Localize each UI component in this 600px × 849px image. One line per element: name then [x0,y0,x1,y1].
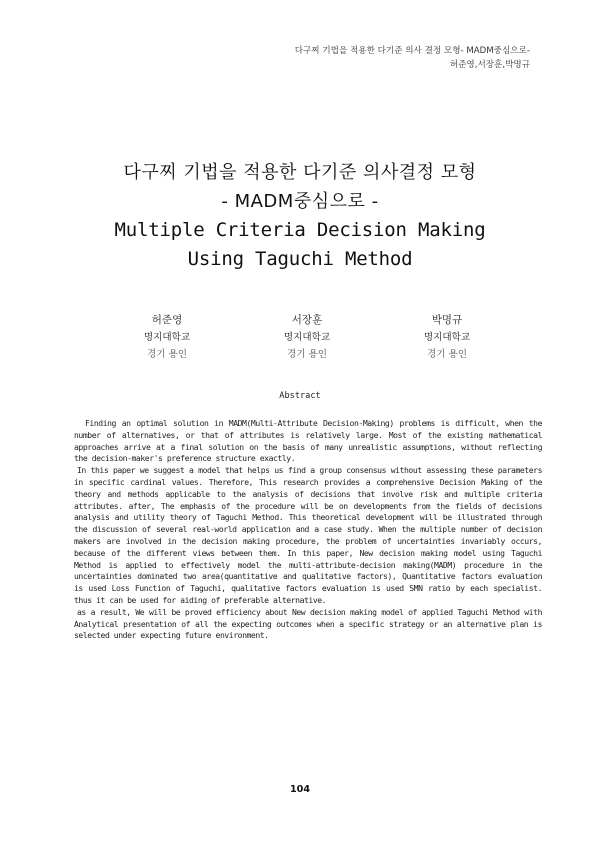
author-name: 박명규 [431,314,463,326]
author-1 [112,312,222,363]
title-korean-main: 다구찌 기법을 적용한 다기준 의사결정 모형 [123,162,477,183]
author-2 [252,312,362,363]
abstract-body [74,418,542,642]
running-head [200,44,530,72]
author-affiliation: 명지대학교 [423,332,471,343]
author-location: 경기 용인 [146,349,188,360]
author-affiliation: 명지대학교 [283,332,331,343]
paper-title [60,158,540,274]
author-affiliation: 명지대학교 [143,332,191,343]
author-list [112,312,502,363]
title-english-line1: Multiple Criteria Decision Making [114,219,486,241]
abstract-heading: Abstract [279,391,321,401]
abstract-paragraph-3: as a result, We will be proved efficiency about New decision making model of applied Taguchi Method with Analytical presentation of all the expecting outcomes when a specific strategy or an alternative plan is selected under expecting future environment. [74,606,542,641]
page-number: 104 [289,784,311,795]
author-3 [392,312,502,363]
author-location: 경기 용인 [286,349,328,360]
title-korean-sub: - MADM중심으로 - [221,191,379,212]
author-name: 허준영 [151,314,183,326]
running-head-title: 다구찌 기법을 적용한 다기준 의사 결정 모형- MADM중심으로- [294,46,530,56]
abstract-paragraph-1: Finding an optimal solution in MADM(Multi-Attribute Decision-Making) problems is difficult, when the number of alternatives, or that of attributes is relatively large. Most of the existing mathematical approaches arrive at a final solution on the basis of many unrealistic assumptions, without reflecting the decision-maker's preference structure exactly. [74,418,542,464]
title-english-line2: Using Taguchi Method [187,248,413,270]
running-head-authors: 허준영,서장훈,박명규 [449,60,530,70]
author-name: 서장훈 [291,314,323,326]
abstract-paragraph-2: In this paper we suggest a model that helps us find a group consensus without assessing these parameters in specific cardinal values. Therefore, This research provides a comprehensive Decision Making of the theory and methods applicable to the analysis of decisions that involve risk and multiple criteria attributes. after, The emphasis of the procedure will be on developments from the fields of decisions analysis and utility theory of Taguchi Method. This theoretical development will be illustrated through the discussion of several real-world application and a case study. When the multiple number of decision makers are involved in the decision making procedure, the problem of uncertainties invariably occurs, because of the different views between them. In this paper, New decision making model using Taguchi Method is applied to effectively model the multi-attribute-decision making(MADM) procedure in the uncertainties dominated two area(quantitative and qualitative factors), Quantitative factors evaluation is used Loss Function of Taguchi, qualitative factors evaluation is used SMN ratio by each specialist. thus it can be used for aiding of preferable alternative. [74,465,542,605]
author-location: 경기 용인 [426,349,468,360]
